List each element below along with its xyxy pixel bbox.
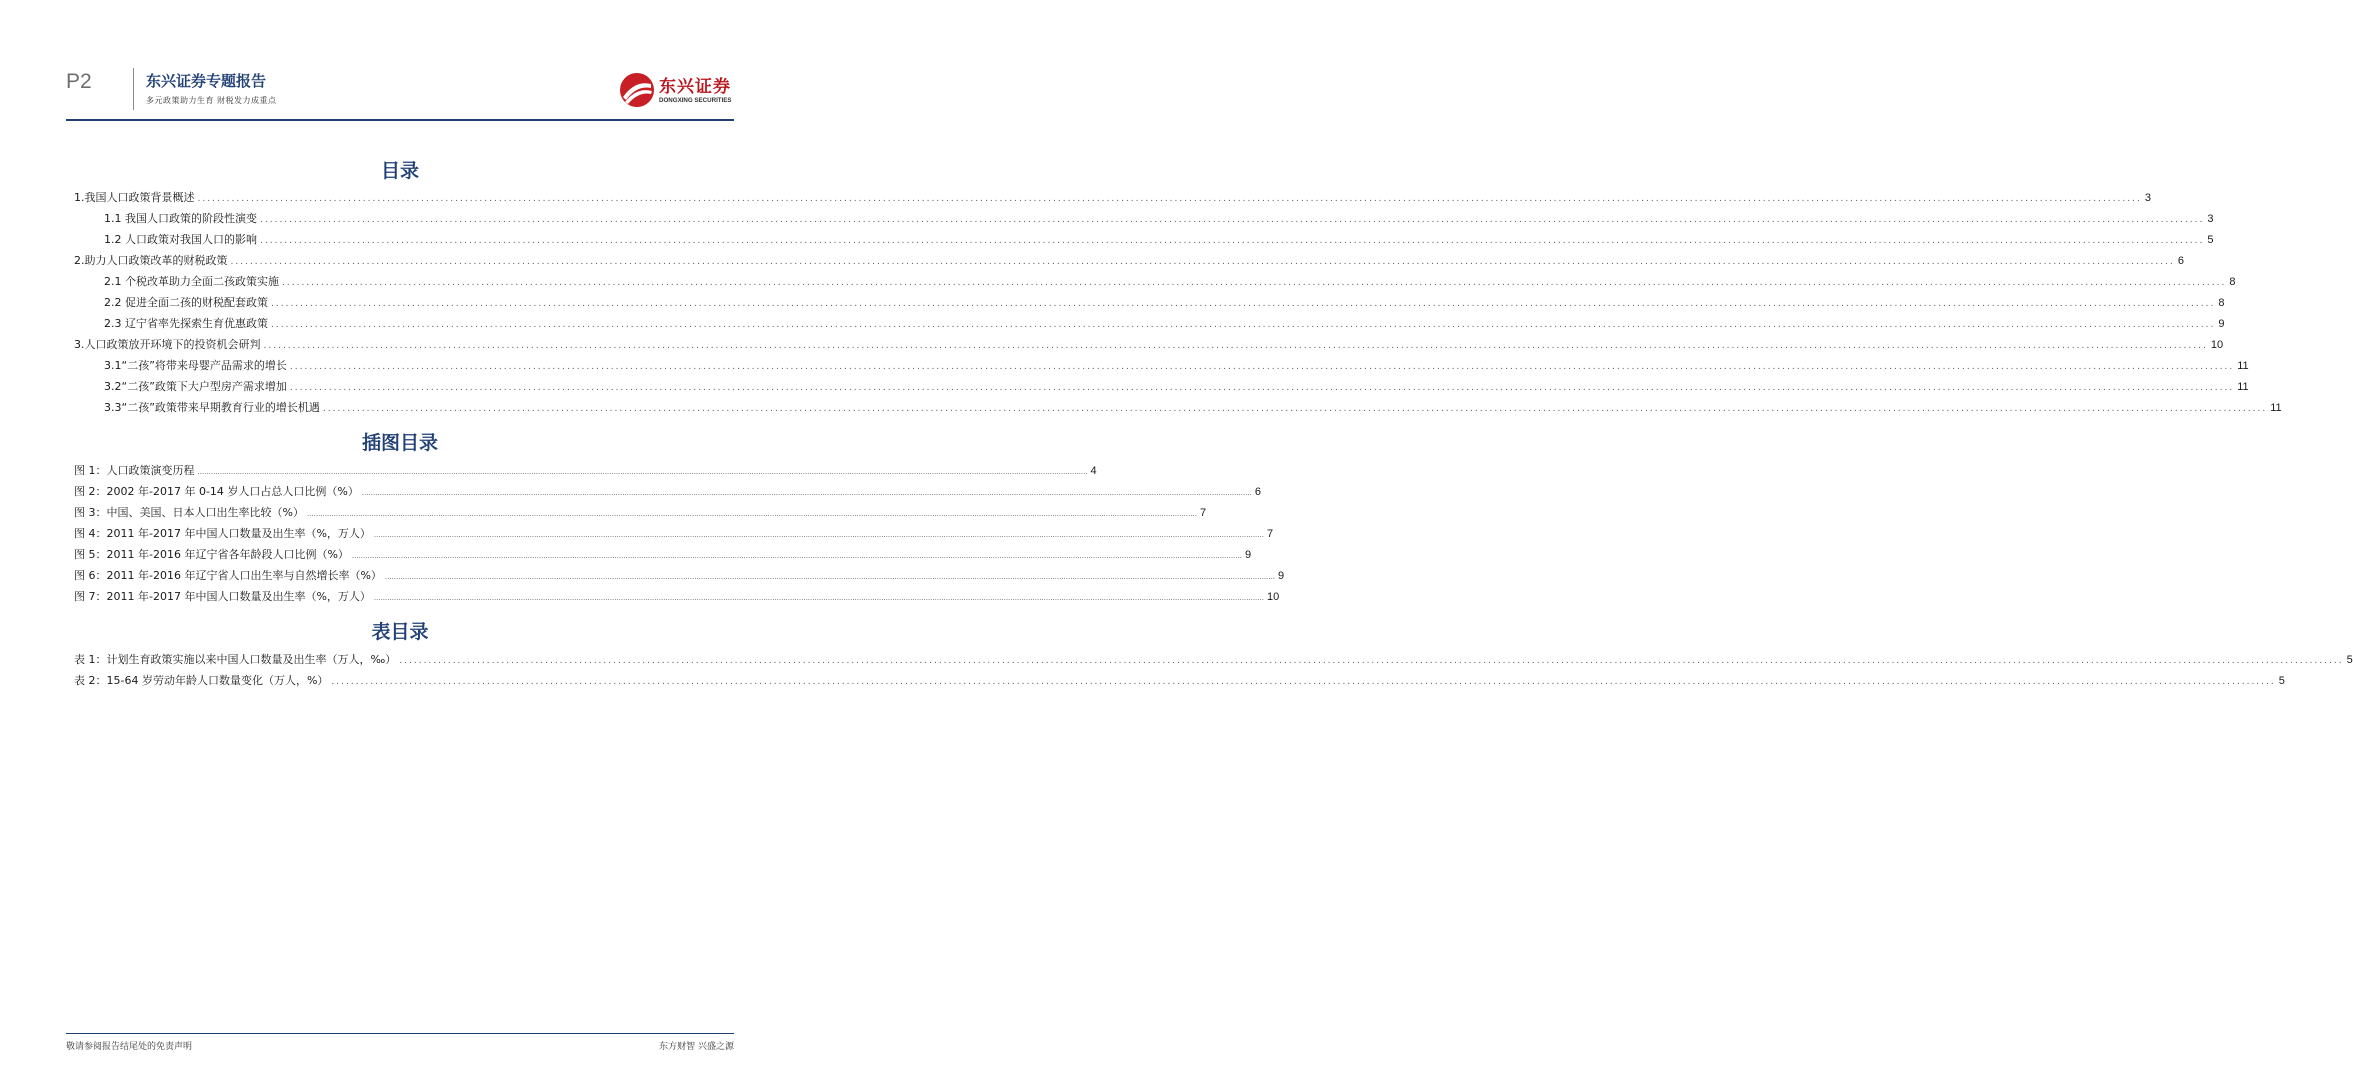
toc-entry-label: 1.1 我国人口政策的阶段性演变: [104, 212, 257, 225]
tables-entry-label: 表 2：15-64 岁劳动年龄人口数量变化（万人，%）: [74, 674, 329, 687]
figures-entry[interactable]: [74, 504, 1207, 520]
toc-entry-label: 2.2 促进全面二孩的财税配套政策: [104, 296, 268, 309]
figures-entry[interactable]: [74, 462, 1097, 478]
figures-entry-label: 图 7：2011 年-2017 年中国人口数量及出生率（%，万人）: [74, 590, 371, 603]
toc-entry[interactable]: [104, 294, 2225, 310]
toc-entry-page: 3: [2207, 213, 2214, 225]
report-title: 东兴证券专题报告: [146, 72, 267, 90]
toc-entry-page: 10: [2210, 339, 2224, 351]
figures-entry-label: 图 2：2002 年-2017 年 0-14 岁人口占总人口比例（%）: [74, 485, 359, 498]
logo-subtext: DONGXING SECURITIES: [659, 97, 732, 104]
figures-entry-page: 7: [1266, 528, 1274, 540]
tables-entry[interactable]: [74, 672, 2285, 688]
leader-dots: ................................................................................................................................................................................................................................................................................................................................................................................................................: [331, 677, 2276, 687]
figures-title: 插图目录: [361, 432, 438, 454]
toc-entry-label: 3.2“二孩”政策下大户型房产需求增加: [104, 380, 287, 393]
leader-dots: ................................................................................................................................................................................................................................................................................................................................................................................................................: [289, 362, 2235, 372]
figures-entry-label: 图 3：中国、美国、日本人口出生率比较（%）: [74, 506, 304, 519]
toc-title: 目录: [380, 160, 419, 182]
toc-entry-label: 3.1“二孩”将带来母婴产品需求的增长: [104, 359, 287, 372]
toc-entry[interactable]: [104, 210, 2214, 226]
tables-entry-label: 表 1：计划生育政策实施以来中国人口数量及出生率（万人，‰）: [74, 653, 397, 666]
tables-entry-page: 5: [2278, 675, 2285, 687]
logo-text: 东兴证券: [659, 77, 731, 97]
figures-entry-page: 9: [1244, 549, 1252, 561]
toc-entry-label: 2.1 个税改革助力全面二孩政策实施: [104, 275, 279, 288]
toc-entry-label: 3.3“二孩”政策带来早期教育行业的增长机遇: [104, 401, 320, 414]
leader-dots: ................................................................................................................................................................................................................................................................................................................................................................................................................: [282, 278, 2227, 288]
leader-dots: ................................................................................................................................................................................................................................................................................................................................................................................................................: [373, 531, 1264, 539]
toc-entry-label: 2.助力人口政策改革的财税政策: [74, 254, 228, 267]
figures-entry-label: 图 4：2011 年-2017 年中国人口数量及出生率（%，万人）: [74, 527, 371, 540]
footer-rule: [66, 1033, 734, 1034]
toc-entry-page: 5: [2207, 234, 2214, 246]
leader-dots: ................................................................................................................................................................................................................................................................................................................................................................................................................: [260, 236, 2205, 246]
tables-entry[interactable]: [74, 651, 2353, 667]
figures-entry[interactable]: [74, 483, 1262, 499]
toc-entry-page: 3: [2144, 192, 2151, 204]
figures-entry-page: 10: [1266, 591, 1280, 603]
figures-entry-page: 9: [1277, 570, 1285, 582]
toc-entry[interactable]: [104, 315, 2225, 331]
toc-entry[interactable]: [104, 378, 2249, 394]
toc-entry-label: 3.人口政策放开环境下的投资机会研判: [74, 338, 261, 351]
footer-disclaimer: 敬请参阅报告结尾处的免责声明: [66, 1042, 193, 1052]
leader-dots: ................................................................................................................................................................................................................................................................................................................................................................................................................: [373, 594, 1264, 602]
toc-entry-page: 11: [2270, 402, 2282, 414]
leader-dots: ................................................................................................................................................................................................................................................................................................................................................................................................................: [197, 468, 1088, 476]
toc-entry[interactable]: [74, 336, 2224, 352]
figures-entry[interactable]: [74, 567, 1285, 583]
leader-dots: ................................................................................................................................................................................................................................................................................................................................................................................................................: [260, 215, 2205, 225]
figures-entry-label: 图 6：2011 年-2016 年辽宁省人口出生率与自然增长率（%）: [74, 569, 382, 582]
tables-title: 表目录: [371, 621, 429, 643]
figures-entry-page: 6: [1254, 486, 1262, 498]
page-number: P2: [66, 70, 92, 93]
figures-entry[interactable]: [74, 525, 1274, 541]
toc-entry-page: 8: [2218, 297, 2225, 309]
toc-entry-page: 11: [2237, 360, 2249, 372]
toc-entry-page: 9: [2218, 318, 2225, 330]
figures-entry[interactable]: [74, 546, 1252, 562]
leader-dots: ................................................................................................................................................................................................................................................................................................................................................................................................................: [197, 194, 2142, 204]
toc-entry[interactable]: [104, 399, 2282, 415]
toc-entry-page: 8: [2229, 276, 2236, 288]
leader-dots: ................................................................................................................................................................................................................................................................................................................................................................................................................: [384, 573, 1275, 581]
leader-dots: ................................................................................................................................................................................................................................................................................................................................................................................................................: [263, 341, 2208, 351]
leader-dots: ................................................................................................................................................................................................................................................................................................................................................................................................................: [399, 656, 2344, 666]
toc-entry-label: 1.我国人口政策背景概述: [74, 191, 195, 204]
report-subtitle: 多元政策助力生育 财税发力成重点: [146, 96, 277, 105]
tables-entry-page: 5: [2346, 654, 2353, 666]
figures-entry-page: 7: [1200, 507, 1207, 519]
header-rule: [66, 119, 734, 121]
toc-entry-label: 2.3 辽宁省率先探索生育优惠政策: [104, 317, 268, 330]
leader-dots: ................................................................................................................................................................................................................................................................................................................................................................................................................: [271, 299, 2216, 309]
figures-entry[interactable]: [74, 588, 1280, 604]
toc-entry-page: 6: [2177, 255, 2184, 267]
header-divider: [133, 68, 134, 110]
toc-entry[interactable]: [104, 357, 2249, 373]
leader-dots: ................................................................................................................................................................................................................................................................................................................................................................................................................: [271, 320, 2216, 330]
leader-dots: ................................................................................................................................................................................................................................................................................................................................................................................................................: [361, 489, 1252, 497]
toc-entry[interactable]: [74, 252, 2184, 268]
toc-entry[interactable]: [74, 189, 2151, 205]
figures-entry-page: 4: [1090, 465, 1097, 477]
toc-entry[interactable]: [104, 273, 2236, 289]
leader-dots: ................................................................................................................................................................................................................................................................................................................................................................................................................: [230, 257, 2175, 267]
footer-slogan: 东方财智 兴盛之源: [659, 1042, 734, 1052]
toc-entry-page: 11: [2237, 381, 2249, 393]
toc-entry[interactable]: [104, 231, 2214, 247]
figures-entry-label: 图 5：2011 年-2016 年辽宁省各年龄段人口比例（%）: [74, 548, 349, 561]
toc-entry-label: 1.2 人口政策对我国人口的影响: [104, 233, 257, 246]
figures-entry-label: 图 1：人口政策演变历程: [74, 464, 195, 477]
leader-dots: ................................................................................................................................................................................................................................................................................................................................................................................................................: [351, 552, 1242, 560]
leader-dots: ................................................................................................................................................................................................................................................................................................................................................................................................................: [289, 383, 2235, 393]
leader-dots: ................................................................................................................................................................................................................................................................................................................................................................................................................: [306, 510, 1197, 518]
leader-dots: ................................................................................................................................................................................................................................................................................................................................................................................................................: [322, 404, 2268, 414]
